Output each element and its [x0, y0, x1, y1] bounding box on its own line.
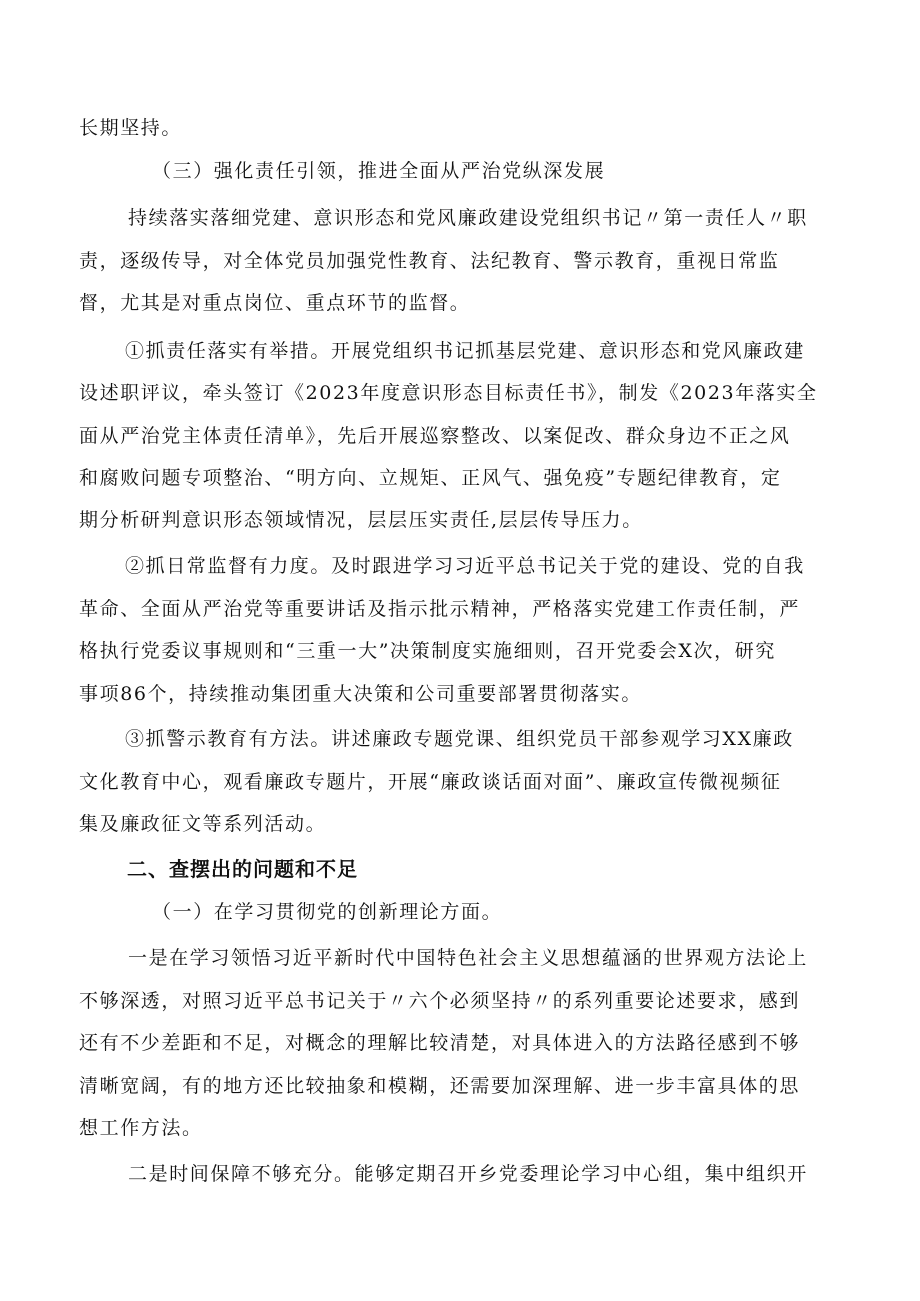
text-line: ③抓警示教育有方法。讲述廉政专题党课、组织党员干部参观学习XX廉政	[125, 728, 794, 750]
text-line: 想工作方法。	[79, 1117, 203, 1139]
text-line: 督，尤其是对重点岗位、重点环节的监督。	[79, 292, 471, 314]
text-line: 还有不少差距和不足，对概念的理解比较清楚，对具体进入的方法路径感到不够	[79, 1032, 801, 1054]
text-line: 二是时间保障不够充分。能够定期召开乡党委理论学习中心组，集中组织开	[128, 1163, 808, 1185]
text-line: ①抓责任落实有举措。开展党组织书记抓基层党建、意识形态和党风廉政建	[125, 340, 805, 362]
text-line: 格执行党委议事规则和“三重一大”决策制度实施细则，召开党委会X次，研究	[79, 640, 776, 662]
chapter-heading: 二、查摆出的问题和不足	[127, 857, 358, 881]
text-line: 持续落实落细党建、意识形态和党风廉政建设党组织书记〃第一责任人〃职	[128, 207, 808, 229]
text-line: 长期坚持。	[79, 117, 183, 139]
text-line: 文化教育中心，观看廉政专题片，开展“廉政谈话面对面”、廉政宣传微视频征	[79, 771, 782, 793]
text-line: 面从严治党主体责任清单》，先后开展巡察整改、以案促改、群众身边不正之风	[79, 425, 791, 447]
section-heading: （三）强化责任引领，推进全面从严治党纵深发展	[152, 160, 606, 182]
section-heading: （一）在学习贯彻党的创新理论方面。	[152, 901, 503, 923]
text-line: 期分析研判意识形态领域情况，层层压实责任,层层传导压力。	[79, 509, 643, 531]
text-line: 和腐败问题专项整治、“明方向、立规矩、正风气、强免疫”专题纪律教育，定	[79, 467, 782, 489]
text-line: 集及廉政征文等系列活动。	[79, 813, 327, 835]
text-line: 革命、全面从严治党等重要讲话及指示批示精神，严格落实党建工作责任制，严	[79, 598, 801, 620]
text-line: 责，逐级传导，对全体党员加强党性教育、法纪教育、警示教育，重视日常监	[79, 250, 780, 272]
text-line: 事项86个，持续推动集团重大决策和公司重要部署贯彻落实。	[79, 683, 642, 705]
text-line: 清晰宽阔，有的地方还比较抽象和模糊，还需要加深理解、进一步丰富具体的思	[79, 1075, 801, 1097]
text-line: ②抓日常监督有力度。及时跟进学习习近平总书记关于党的建设、党的自我	[125, 555, 805, 577]
text-line: 一是在学习领悟习近平新时代中国特色社会主义思想蕴涵的世界观方法论上	[128, 947, 808, 969]
text-line: 设述职评议，牵头签订《2023年度意识形态目标责任书》，制发《2023年落实全	[79, 382, 818, 404]
text-line: 不够深透，对照习近平总书记关于〃六个必须坚持〃的系列重要论述要求，感到	[79, 990, 801, 1012]
